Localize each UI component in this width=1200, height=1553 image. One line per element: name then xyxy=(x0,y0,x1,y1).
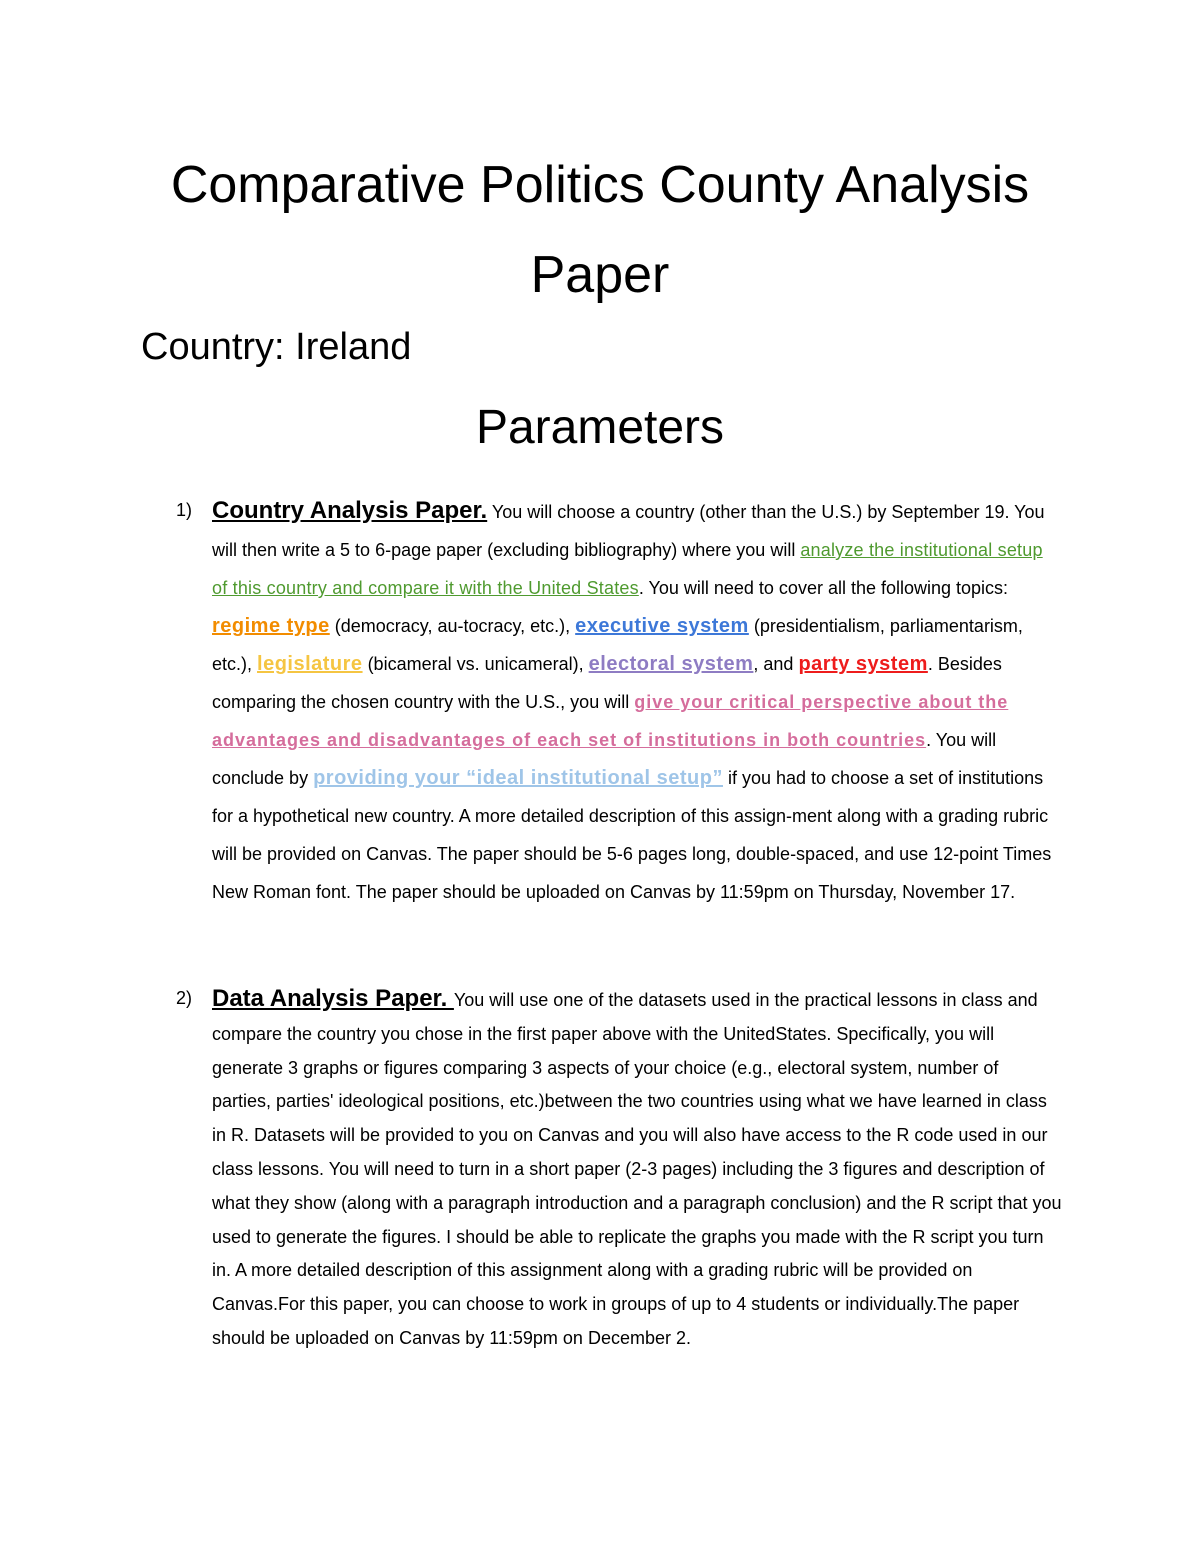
text-segment: . You will need to cover all the following topics: xyxy=(638,578,1009,598)
list-item-text xyxy=(212,492,1062,911)
text-segment: You will use one of the datasets used in the practical lessons in class and compare the country you chose in the first paper above with the UnitedStates. Specifically, you will generate 3 graphs or figures comparing 3 aspects of your choice (e.g., electoral system, number of parties, parties' ideological positions, etc.)between the two countries using what we have learned in class in R. Datasets will be provided to you on Canvas and you will also have access to the R code used in our class lessons. You will need to turn in a short paper (2-3 pages) including the 3 figures and description of what they show (along with a paragraph introduction and a paragraph conclusion) and the R script that you used to generate the figures. I should be able to replicate the graphs you made with the R script you turn in. A more detailed description of this assignment along with a grading rubric will be provided on Canvas.For this paper, you can choose to work in groups of up to 4 students or individually.The paper should be uploaded on Canvas by 11:59pm on December 2. xyxy=(212,990,1062,1348)
list-item-number: 2) xyxy=(176,988,193,1008)
highlight-critical-perspective: give your critical perspective about the advantages and disadvantages of each set of institutions in both countries xyxy=(212,692,1009,750)
text-segment: . You will conclude by xyxy=(212,730,997,788)
text-segment: (bicameral vs. unicameral), xyxy=(362,654,589,674)
text-segment: , and xyxy=(753,654,799,674)
title-line-2: Paper xyxy=(530,246,670,304)
text-segment: You will choose a country (other than the U.S.) by September 19. You will then write a 5 to 6-page paper (excluding bibliography) where you will xyxy=(212,502,1045,560)
text-segment: if you had to choose a set of institutions for a hypothetical new country. A more detailed description of this assign-ment along with a grading rubric will be provided on Canvas. The paper should be 5-6 pages long, double-spaced, and use 12-point Times New Roman font. The paper should be uploaded on Canvas by 11:59pm on Thursday, November 17. xyxy=(212,768,1052,902)
item-lead-title: Country Analysis Paper. xyxy=(212,497,488,524)
title-line-1: Comparative Politics County Analysis xyxy=(170,156,1030,214)
list-item-text xyxy=(212,982,1062,1356)
highlight-electoral-system: electoral system xyxy=(588,653,754,675)
country-line: Country: Ireland xyxy=(141,326,412,368)
highlight-executive-system: executive system xyxy=(575,615,749,637)
item-lead-title: Data Analysis Paper. xyxy=(212,985,454,1012)
highlight-ideal-setup: providing your “ideal institutional setup” xyxy=(313,767,723,789)
text-segment: (democracy, au-tocracy, etc.), xyxy=(329,616,576,636)
highlight-institutional-setup: analyze the institutional setup of this country and compare it with the United States xyxy=(212,540,1043,598)
list-item-number: 1) xyxy=(176,500,193,520)
highlight-regime-type: regime type xyxy=(212,615,330,637)
document-title xyxy=(0,140,1200,320)
text-segment: (presidentialism, parliamentarism, etc.), xyxy=(212,616,1023,674)
section-heading: Parameters xyxy=(475,401,725,454)
highlight-party-system: party system xyxy=(798,653,928,675)
text-segment: . Besides comparing the chosen country with the U.S., you will xyxy=(212,654,1002,712)
highlight-legislature: legislature xyxy=(257,653,363,675)
